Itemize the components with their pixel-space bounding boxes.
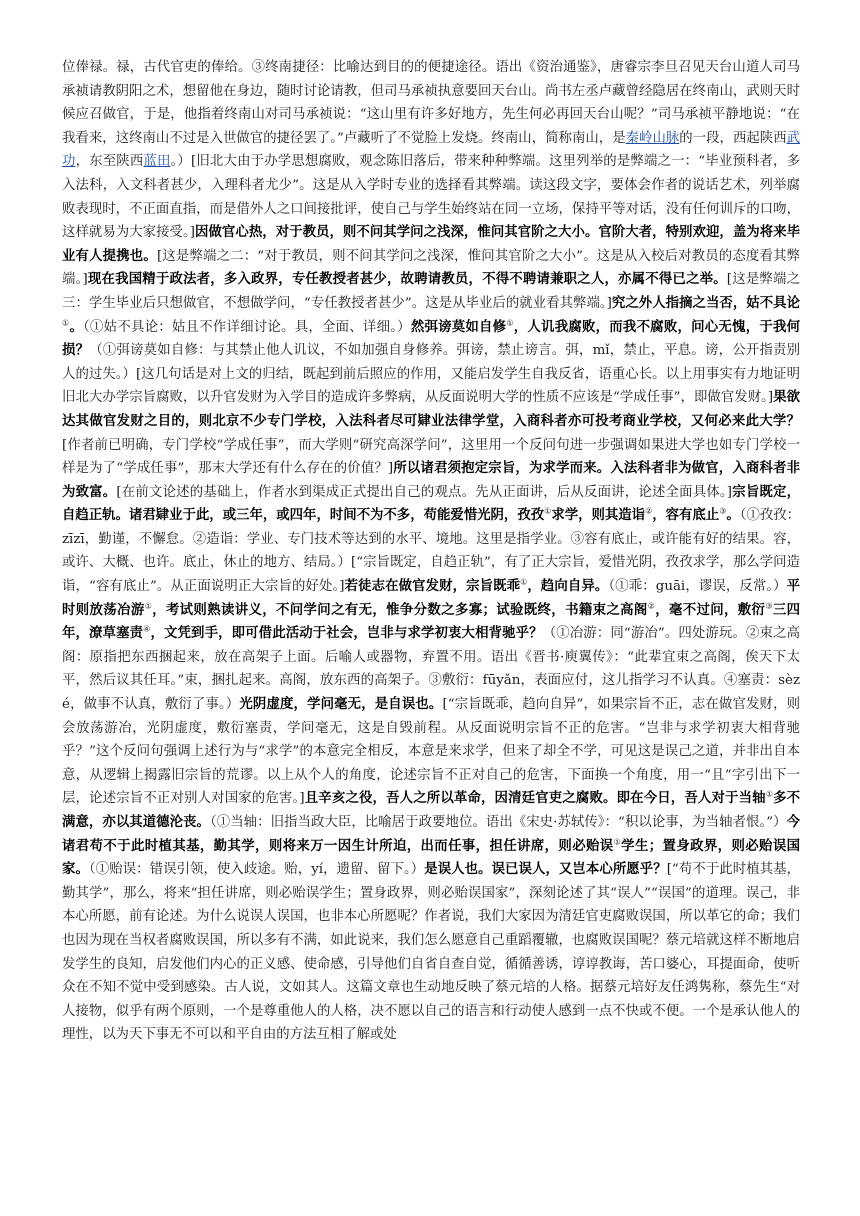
annotation-text: 位俸禄。禄，古代官吏的俸给。③终南捷径：比喻达到目的的便捷途径。语出《资治通鉴》，唐睿宗李旦召见天台山道人司马承祯请教阴阳之术，想留他在身边，随时讨论请教，但司马承祯执意要回天台山。尚书左丞卢藏曾经隐居在终南山，武则天时候应召做官，于是，他指着终南山对司马承祯说：“这山里有许多好地方，先生何必再回天台山呢？”司马承祯平静地说：“在我看来，这终南山不过是入世做官的捷径罢了。”卢藏听了不觉脸上发烧。终南山，简称南山，是 bbox=[62, 60, 800, 146]
bold-original-text: 是误人也。误已误人，又岂本心所愿乎？ bbox=[424, 861, 667, 878]
bold-original-text: ，容有底止 bbox=[652, 507, 720, 524]
footnote-marker: ① bbox=[765, 789, 774, 799]
footnote-marker: ② bbox=[647, 601, 656, 611]
footnote-marker: ③ bbox=[719, 506, 727, 516]
footnote-marker: ① bbox=[544, 506, 552, 516]
annotation-text: （①弭谤莫如自修：与其禁止他人讥议，不如加强自身修养。弭谤，禁止谤言。弭，mǐ，禁止，平息。谤，公开指责别人的过失。）[这几句话是对上文的归结，既起到前后照应的作用，又能启发学生自我反省，语重心长。以上用事实有力地证明旧北大办学宗旨腐败，以升官发财为入学目的造成许多弊病，从反面说明大学的性质不应该是“学成任事”，即做官发财。] bbox=[62, 343, 801, 406]
bold-original-text: 宗旨既定，自趋正轨。诸君肄业于此，或三年，或四年，时间不为不多，苟能爱惜光阴，孜孜 bbox=[62, 483, 800, 524]
bold-original-text: 。 bbox=[69, 318, 84, 335]
annotation-text: [在前文论述的基础上，作者水到渠成正式提出自己的观点。先从正面讲，后从反面讲，论述全面具体。] bbox=[116, 484, 733, 500]
annotation-text: 。）[旧北大由于办学思想腐败，观念陈旧落后，带来种种弊端。这里列举的是弊端之一：“毕业预科者，多入法科，入文科者甚少，入理科者尤少”。这是从入学时专业的选择看其弊端。读这段文字，要体会作者的说话艺术，列举腐败表现时，不正面直指，而是借外人之口间接批评，使自己与学生始终站在同一立场，保持平等对话，没有任何训斥的口吻，这样就易为大家接受。] bbox=[62, 154, 801, 241]
article-body bbox=[62, 56, 800, 1047]
place-link[interactable]: 蓝田 bbox=[143, 154, 171, 170]
annotation-text: （①贻误：错误引领，使入歧途。贻，yí，遗留、留下。） bbox=[88, 862, 425, 878]
footnote-marker: ④ bbox=[143, 624, 151, 634]
annotation-text: [这是弊端之三：学生毕业后只想做官，不想做学问，“专任教授者甚少”。这是从毕业后的就业看其弊端。] bbox=[62, 272, 800, 311]
bold-original-text: 多不满意，亦以其道德沦丧。 bbox=[62, 790, 801, 830]
annotation-text: （①乖：guāi，谬误，反常。） bbox=[608, 579, 787, 595]
footnote-marker: ② bbox=[645, 506, 653, 516]
bold-original-text: ，文凭到手，即可借此活动于社会，岂非与求学初衷大相背驰乎？ bbox=[150, 625, 543, 642]
annotation-text: [“苟不于此时植其基，勤其学”，那么，将来“担任讲席，则必贻误学生；置身政界，则必贻误国家”，深刻论述了其“误人”“误国”的道理。误己，非本心所愿，前有论述。为什么说误人误国，也非本心所愿呢？作者说，我们大家因为清廷官吏腐败误国，所以革它的命；我们也因为现在当权者腐败误国，所以多有不满，如此说来，我们怎么愿意自己重蹈覆辙，也腐败误国呢？蔡元培就这样不断地启发学生的良知，启发他们内心的正义感、使命感，引导他们自省自查自觉，循循善诱，谆谆教诲，苦口婆心，耳提面命，使听众在不知不觉中受到感染。古人说，文如其人。这篇文章也生动地反映了蔡元培的人格。据蔡元培好友任鸿隽称，蔡先生“对人接物，似乎有两个原则，一个是尊重他人的人格，决不愿以自己的语言和行动使人感到一点不快或不便。一个是承认他人的理性，以为天下事无不可以和平自由的方法互相了解或处 bbox=[62, 862, 801, 1043]
bold-original-text: 。 bbox=[726, 507, 740, 524]
annotation-text: [作者前已明确，专门学校“学成任事”，而大学则“研究高深学问”，这里用一个反问句进一步强调如果进大学也如专门学校一样是为了“学成任事”，那末大学还有什么存在的价值？] bbox=[62, 437, 800, 477]
bold-original-text: 且辛亥之役，吾人之所以革命，因清廷官吏之腐败。即在今日，吾人对于当轴 bbox=[304, 790, 766, 807]
place-link[interactable]: 秦岭山脉 bbox=[625, 130, 680, 146]
annotation-text: 的一段，西起陕西 bbox=[679, 130, 787, 146]
bold-original-text: 现在我国精于政法者，多入政界，专任教授者甚少，故聘请教员，不得不聘请兼职之人，亦属不得已之举。 bbox=[87, 271, 727, 288]
place-link[interactable]: 武功 bbox=[62, 130, 801, 170]
bold-original-text: 若徒志在做官发财，宗旨既乖 bbox=[344, 578, 521, 595]
annotation-text: （①当轴：旧指当政大臣，比喻居于政要地位。语出《宋史·苏轼传》：“积以论事，为当轴者恨。”） bbox=[210, 815, 787, 830]
bold-original-text: 平时则放荡冶游 bbox=[62, 578, 801, 618]
bold-original-text: 今诸君苟不于此时植其基，勤其学，则将来万一因生计所迫，出而任事，担任讲席，则必贻误 bbox=[62, 814, 800, 854]
footnote-marker: ① bbox=[613, 837, 622, 847]
footnote-marker: ① bbox=[144, 601, 153, 611]
bold-original-text: 因做官心热，对于教员，则不问其学问之浅深，惟问其官阶之大小。官阶大者，特别欢迎，盖为将来毕业有人提携也。 bbox=[62, 224, 801, 264]
annotation-text: （①孜孜：zīzī，勤谨，不懈怠。②造诣：学业、专门技术等达到的水平、境地。这里是指学业。③容有底止，或许能有好的结果。容，或许、大概、也许。底止，休止的地方、结局。）[“宗旨既定，自趋正轨”，有了正大宗旨，爱惜光阴，孜孜求学，那么学问造诣，“容有底止”。从正面说明正大宗旨的好处。] bbox=[62, 508, 801, 595]
bold-original-text: ，趋向自异。 bbox=[527, 578, 609, 595]
footnote-marker: ③ bbox=[765, 601, 773, 611]
bold-original-text: ，人讥我腐败，而我不腐败，问心无愧，于我何损？ bbox=[62, 318, 801, 359]
bold-original-text: 求学，则其造诣 bbox=[551, 507, 646, 524]
bold-original-text: 究之外人指摘之当否，姑不具论 bbox=[611, 294, 800, 311]
footnote-marker: ① bbox=[506, 318, 514, 328]
bold-original-text: 然弭谤莫如自修 bbox=[410, 318, 507, 335]
footnote-marker: ① bbox=[520, 577, 528, 587]
bold-original-text: 果欲达其做官发财之目的，则北京不少专门学校，入法科者尽可肄业法律学堂，入商科者亦可投考商业学校，又何必来此大学？ bbox=[62, 389, 801, 429]
bold-original-text: 三四年，潦草塞责 bbox=[62, 601, 801, 642]
bold-original-text: ，毫不过问，敷衍 bbox=[655, 601, 766, 618]
annotation-text: [“宗旨既乖，趋向自异”，如果宗旨不正，志在做官发财，则会放荡游冶，光阴虚度，敷衍塞责，学问毫无，这是自毁前程。从反面说明宗旨不正的危害。“岂非与求学初衷大相背驰乎？”这个反问句强调上述行为与“求学”的本意完全相反，本意是来求学，但来了却全不学，可见这是误己之道，并非出自本意，从逻辑上揭露旧宗旨的荒谬。以上从个人的角度，论述宗旨不正对自己的危害，下面换一个角度，用一“且”字引出下一层，论述宗旨不正对别人对国家的危害。] bbox=[62, 697, 800, 807]
bold-original-text: ，考试则熟读讲义，不问学问之有无，惟争分数之多寡；试验既终，书籍束之高阁 bbox=[152, 601, 648, 618]
bold-original-text: 学生；置身政界，则必贻误国家。 bbox=[62, 837, 801, 878]
annotation-text: [这是弊端之二：“对于教员，则不问其学问之浅深，惟问其官阶之大小”。这是从入校后对教员的态度看其弊端。] bbox=[62, 248, 801, 288]
footnote-marker: ① bbox=[62, 318, 70, 328]
bold-original-text: 所以诸君须抱定宗旨，为求学而来。入法科者非为做官，入商科者非为致富。 bbox=[62, 460, 801, 500]
annotation-text: （①冶游：同“游冶”。四处游玩。②束之高阁：原指把东西捆起来，放在高架子上面。后喻人或器物，弃置不用。语出《晋书·庾翼传》：“此辈宜束之高阁，俟天下太平，然后议其任耳。”束，捆扎起来。高阁，放东西的高架子。③敷衍：fūyǎn，表面应付，这儿指学习不认真。④塞责：sèzé，做事不认真，敷衍了事。） bbox=[62, 626, 801, 713]
annotation-text: ，东至陕西 bbox=[75, 154, 144, 170]
annotation-text: （①姑不具论：姑且不作详细讨论。具，全面、详细。） bbox=[83, 319, 411, 335]
bold-original-text: 光阴虚度，学问毫无，是自误也。 bbox=[239, 696, 443, 713]
